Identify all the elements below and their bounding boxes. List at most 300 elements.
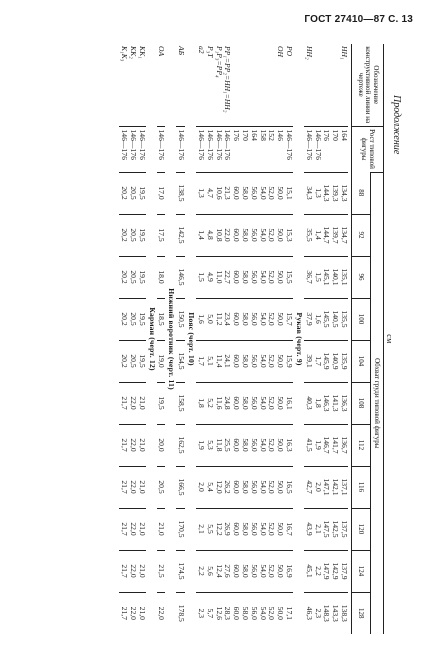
value-cell: 140,1 — [330, 256, 339, 298]
value-cell: 1,5 — [196, 256, 205, 298]
value-cell: 143,3 — [330, 592, 339, 634]
value-cell: 19,5 — [137, 298, 146, 340]
value-cell: 21,0 — [137, 508, 146, 550]
value-cell: 52,0 — [267, 256, 276, 298]
value-cell: 20,5 — [128, 340, 137, 382]
value-cell: 21,3 — [223, 172, 232, 214]
value-cell: 40,3 — [304, 382, 313, 424]
value-cell: 12,4 — [214, 550, 223, 592]
value-cell: 15,9 — [284, 340, 293, 382]
value-cell: 54,0 — [258, 508, 267, 550]
value-cell: 16,3 — [284, 424, 293, 466]
height-cell: 146—176 — [205, 126, 214, 172]
size-header: 96 — [352, 256, 371, 298]
value-cell: 2,0 — [196, 466, 205, 508]
value-cell: 56,0 — [249, 172, 258, 214]
table-row — [128, 44, 137, 634]
value-cell: 144,7 — [322, 214, 331, 256]
value-cell: 5,5 — [205, 508, 214, 550]
value-cell: 24,8 — [223, 382, 232, 424]
height-cell: 146—176 — [313, 126, 322, 172]
value-cell: 60,0 — [231, 424, 240, 466]
value-cell: 2,2 — [196, 550, 205, 592]
value-cell: 162,5 — [176, 424, 185, 466]
height-cell: 146—176 — [128, 126, 137, 172]
value-cell: 1,6 — [313, 298, 322, 340]
value-cell: 41,5 — [304, 424, 313, 466]
section-title: Карман (черт. 12) — [147, 307, 157, 371]
height-cell: 146—176 — [223, 126, 232, 172]
value-cell: 178,5 — [176, 592, 185, 634]
table-row — [339, 44, 348, 634]
value-cell: 22,0 — [128, 424, 137, 466]
value-cell: 58,0 — [240, 256, 249, 298]
height-cell: 146—176 — [157, 126, 166, 172]
value-cell: 54,0 — [258, 466, 267, 508]
value-cell: 144,3 — [322, 172, 331, 214]
value-cell: 11,8 — [214, 424, 223, 466]
table-row — [304, 44, 313, 634]
value-cell: 2,1 — [196, 508, 205, 550]
value-cell: 154,5 — [176, 340, 185, 382]
value-cell: 147,1 — [322, 466, 331, 508]
value-cell: 56,0 — [249, 214, 258, 256]
value-cell: 20,2 — [119, 214, 128, 256]
value-cell: 142,5 — [330, 508, 339, 550]
value-cell: 166,5 — [176, 466, 185, 508]
value-cell: 52,0 — [267, 382, 276, 424]
height-cell: 152 — [267, 126, 276, 172]
value-cell: 54,0 — [258, 256, 267, 298]
value-cell: 58,0 — [240, 550, 249, 592]
value-cell: 146,3 — [322, 382, 331, 424]
value-cell: 22,0 — [128, 382, 137, 424]
height-cell: 146—176 — [284, 126, 293, 172]
size-header: 128 — [352, 592, 371, 634]
value-cell: 23,4 — [223, 298, 232, 340]
value-cell: 139,3 — [330, 172, 339, 214]
value-cell: 17,1 — [284, 592, 293, 634]
table-row — [223, 44, 232, 634]
line-designation-cell: KK₂ — [128, 46, 138, 59]
value-cell: 138,3 — [339, 592, 348, 634]
size-header: 104 — [352, 340, 371, 382]
value-cell: 5,6 — [205, 550, 214, 592]
value-cell: 22,0 — [128, 592, 137, 634]
value-cell: 60,0 — [231, 508, 240, 550]
height-cell: 146—176 — [176, 126, 185, 172]
value-cell: 1,5 — [313, 256, 322, 298]
value-cell: 1,3 — [196, 172, 205, 214]
value-cell: 20,5 — [128, 298, 137, 340]
value-cell: 2,3 — [313, 592, 322, 634]
table-row — [284, 44, 293, 634]
section-title-row — [185, 44, 196, 634]
value-cell: 58,0 — [240, 340, 249, 382]
table-row — [322, 44, 331, 634]
line-designation-cell: KK₁ — [137, 46, 147, 59]
value-cell: 5,4 — [205, 466, 214, 508]
header-chest-girth: Обхват груди типовой фигуры — [371, 172, 384, 634]
value-cell: 21,0 — [137, 466, 146, 508]
line-designation-cell — [267, 44, 276, 126]
height-cell: 146—176 — [119, 126, 128, 172]
value-cell: 19,5 — [137, 256, 146, 298]
value-cell: 52,0 — [267, 424, 276, 466]
line-designation-cell — [231, 44, 240, 126]
table-row — [137, 44, 146, 634]
value-cell: 142,5 — [176, 214, 185, 256]
height-cell: 146—176 — [137, 126, 146, 172]
value-cell: 52,0 — [267, 298, 276, 340]
value-cell: 60,0 — [231, 466, 240, 508]
table-row — [231, 44, 240, 634]
section-title: Пояс (черт. 10) — [187, 312, 197, 366]
value-cell: 135,5 — [339, 298, 348, 340]
value-cell: 2,0 — [313, 466, 322, 508]
value-cell: 15,3 — [284, 214, 293, 256]
value-cell: 20,2 — [119, 172, 128, 214]
line-designation-cell: a2 — [197, 46, 207, 54]
value-cell: 50,0 — [275, 424, 284, 466]
value-cell: 56,0 — [249, 592, 258, 634]
value-cell: 54,0 — [258, 592, 267, 634]
value-cell: 50,0 — [275, 256, 284, 298]
table-row — [119, 44, 128, 634]
size-header: 112 — [352, 424, 371, 466]
value-cell: 20,5 — [128, 172, 137, 214]
section-title: Рукав (черт. 9) — [294, 312, 304, 366]
value-cell: 50,0 — [275, 550, 284, 592]
value-cell: 20,2 — [119, 340, 128, 382]
value-cell: 60,0 — [231, 382, 240, 424]
value-cell: 52,0 — [267, 550, 276, 592]
value-cell: 50,0 — [275, 172, 284, 214]
height-cell: 164 — [339, 126, 348, 172]
line-designation-cell: OA — [157, 46, 167, 57]
table-row — [249, 44, 258, 634]
value-cell: 137,1 — [339, 466, 348, 508]
value-cell: 141,7 — [330, 424, 339, 466]
value-cell: 174,5 — [176, 550, 185, 592]
value-cell: 45,1 — [304, 550, 313, 592]
value-cell: 11,6 — [214, 382, 223, 424]
value-cell: 147,5 — [322, 508, 331, 550]
value-cell: 5,0 — [205, 298, 214, 340]
value-cell: 20,0 — [157, 424, 166, 466]
section-title-row — [293, 44, 304, 634]
value-cell: 22,0 — [128, 508, 137, 550]
table-row — [196, 44, 205, 634]
height-cell: 146—176 — [214, 126, 223, 172]
table-row — [214, 44, 223, 634]
value-cell: 50,0 — [275, 508, 284, 550]
value-cell: 1,6 — [196, 298, 205, 340]
value-cell: 22,0 — [128, 550, 137, 592]
value-cell: 54,0 — [258, 382, 267, 424]
value-cell: 58,0 — [240, 466, 249, 508]
value-cell: 26,9 — [223, 508, 232, 550]
value-cell: 19,5 — [137, 340, 146, 382]
value-cell: 4,7 — [205, 172, 214, 214]
value-cell: 5,2 — [205, 382, 214, 424]
height-cell: 146—176 — [304, 126, 313, 172]
value-cell: 1,7 — [196, 340, 205, 382]
value-cell: 60,0 — [231, 340, 240, 382]
value-cell: 22,7 — [223, 256, 232, 298]
section-title-cell — [293, 44, 304, 634]
value-cell: 56,0 — [249, 298, 258, 340]
value-cell: 50,0 — [275, 340, 284, 382]
value-cell: 19,5 — [137, 214, 146, 256]
value-cell: 11,0 — [214, 256, 223, 298]
size-header: 108 — [352, 382, 371, 424]
value-cell: 60,0 — [231, 550, 240, 592]
height-cell: 176 — [322, 126, 331, 172]
value-cell: 56,0 — [249, 256, 258, 298]
value-cell: 21,0 — [137, 592, 146, 634]
table-row — [313, 44, 322, 634]
value-cell: 140,5 — [330, 298, 339, 340]
value-cell: 56,0 — [249, 340, 258, 382]
value-cell: 134,3 — [339, 172, 348, 214]
value-cell: 158,5 — [176, 382, 185, 424]
value-cell: 24,1 — [223, 340, 232, 382]
value-cell: 50,0 — [275, 382, 284, 424]
value-cell: 20,5 — [157, 466, 166, 508]
line-designation-cell: P₁P₃=PP₄ — [214, 46, 224, 78]
size-header: 100 — [352, 298, 371, 340]
value-cell: 146,5 — [176, 256, 185, 298]
value-cell: 16,7 — [284, 508, 293, 550]
value-cell: 17,0 — [157, 172, 166, 214]
size-header: 88 — [352, 172, 371, 214]
value-cell: 60,0 — [231, 172, 240, 214]
value-cell: 5,7 — [205, 592, 214, 634]
section-title-row — [146, 44, 157, 634]
value-cell: 16,5 — [284, 466, 293, 508]
continuation-label: Продолжение — [391, 95, 402, 155]
value-cell: 135,9 — [339, 340, 348, 382]
value-cell: 46,3 — [304, 592, 313, 634]
value-cell: 22,0 — [128, 466, 137, 508]
value-cell: 50,0 — [275, 298, 284, 340]
value-cell: 18,5 — [157, 298, 166, 340]
value-cell: 15,1 — [284, 172, 293, 214]
value-cell: 39,1 — [304, 340, 313, 382]
value-cell: 58,0 — [240, 592, 249, 634]
value-cell: 19,0 — [157, 340, 166, 382]
value-cell: 52,0 — [267, 340, 276, 382]
value-cell: 60,0 — [231, 256, 240, 298]
value-cell: 58,0 — [240, 298, 249, 340]
value-cell: 17,5 — [157, 214, 166, 256]
value-cell: 52,0 — [267, 466, 276, 508]
value-cell: 142,1 — [330, 466, 339, 508]
value-cell: 147,9 — [322, 550, 331, 592]
line-designation-cell — [313, 44, 322, 126]
value-cell: 142,9 — [330, 550, 339, 592]
section-title-row — [165, 44, 176, 634]
value-cell: 1,7 — [313, 340, 322, 382]
value-cell: 16,1 — [284, 382, 293, 424]
value-cell: 21,0 — [137, 424, 146, 466]
line-designation-cell — [330, 44, 339, 126]
value-cell: 50,0 — [275, 592, 284, 634]
value-cell: 18,0 — [157, 256, 166, 298]
value-cell: 146,7 — [322, 424, 331, 466]
table-row — [240, 44, 249, 634]
value-cell: 58,0 — [240, 424, 249, 466]
value-cell: 21,0 — [137, 382, 146, 424]
table-row — [157, 44, 166, 634]
value-cell: 26,2 — [223, 466, 232, 508]
line-designation-cell: K₁K₃ — [120, 46, 130, 62]
value-cell: 21,7 — [119, 508, 128, 550]
value-cell: 145,5 — [322, 298, 331, 340]
value-cell: 2,1 — [313, 508, 322, 550]
table-row — [275, 44, 284, 634]
value-cell: 54,0 — [258, 172, 267, 214]
value-cell: 1,4 — [196, 214, 205, 256]
value-cell: 54,0 — [258, 340, 267, 382]
value-cell: 1,4 — [313, 214, 322, 256]
value-cell: 19,5 — [137, 172, 146, 214]
height-cell: 176 — [231, 126, 240, 172]
value-cell: 2,2 — [313, 550, 322, 592]
value-cell: 21,7 — [119, 466, 128, 508]
value-cell: 1,3 — [313, 172, 322, 214]
page-header: ГОСТ 27410—87 С. 13 — [304, 14, 413, 25]
value-cell: 28,3 — [223, 592, 232, 634]
value-cell: 12,6 — [214, 592, 223, 634]
value-cell: 60,0 — [231, 214, 240, 256]
value-cell: 21,0 — [137, 550, 146, 592]
value-cell: 56,0 — [249, 508, 258, 550]
value-cell: 36,7 — [304, 256, 313, 298]
value-cell: 170,5 — [176, 508, 185, 550]
line-designation-cell — [322, 44, 331, 126]
line-designation-cell: OH — [276, 46, 286, 57]
line-designation-cell: P₃T — [205, 46, 215, 58]
value-cell: 60,0 — [231, 298, 240, 340]
measurement-table — [119, 44, 384, 634]
table-row — [176, 44, 185, 634]
value-cell: 4,8 — [205, 214, 214, 256]
table-row — [258, 44, 267, 634]
value-cell: 16,9 — [284, 550, 293, 592]
value-cell: 140,9 — [330, 340, 339, 382]
value-cell: 54,0 — [258, 214, 267, 256]
value-cell: 54,0 — [258, 298, 267, 340]
section-title-cell — [185, 44, 196, 634]
value-cell: 21,7 — [119, 550, 128, 592]
value-cell: 34,3 — [304, 172, 313, 214]
value-cell: 136,7 — [339, 424, 348, 466]
value-cell: 27,6 — [223, 550, 232, 592]
height-cell: 146—176 — [196, 126, 205, 172]
value-cell: 60,0 — [231, 592, 240, 634]
value-cell: 58,0 — [240, 172, 249, 214]
value-cell: 20,5 — [128, 214, 137, 256]
size-header: 120 — [352, 508, 371, 550]
value-cell: 148,3 — [322, 592, 331, 634]
line-designation-cell — [240, 44, 249, 126]
value-cell: 137,9 — [339, 550, 348, 592]
value-cell: 11,4 — [214, 340, 223, 382]
value-cell: 56,0 — [249, 550, 258, 592]
header-line-designation: Обозначение конструктивной линии на чертеже — [352, 44, 384, 126]
value-cell: 54,0 — [258, 424, 267, 466]
value-cell: 15,5 — [284, 256, 293, 298]
height-cell: 146 — [275, 126, 284, 172]
line-designation-cell — [249, 44, 258, 126]
value-cell: 145,1 — [322, 256, 331, 298]
value-cell: 50,0 — [275, 214, 284, 256]
value-cell: 58,0 — [240, 508, 249, 550]
value-cell: 50,0 — [275, 466, 284, 508]
value-cell: 10,6 — [214, 172, 223, 214]
value-cell: 22,0 — [157, 592, 166, 634]
value-cell: 58,0 — [240, 214, 249, 256]
table-row — [330, 44, 339, 634]
value-cell: 22,0 — [223, 214, 232, 256]
section-title-cell — [165, 44, 176, 634]
size-header: 116 — [352, 466, 371, 508]
table-row — [267, 44, 276, 634]
line-designation-cell: HH₁ — [340, 46, 349, 60]
value-cell: 135,1 — [339, 256, 348, 298]
value-cell: 21,7 — [119, 592, 128, 634]
value-cell: 56,0 — [249, 466, 258, 508]
section-title-cell — [146, 44, 157, 634]
value-cell: 43,9 — [304, 508, 313, 550]
value-cell: 145,9 — [322, 340, 331, 382]
value-cell: 1,8 — [196, 382, 205, 424]
value-cell: 141,3 — [330, 382, 339, 424]
height-cell: 170 — [330, 126, 339, 172]
value-cell: 138,5 — [176, 172, 185, 214]
value-cell: 25,5 — [223, 424, 232, 466]
table-row — [205, 44, 214, 634]
line-designation-cell: HH₂ — [304, 46, 314, 60]
height-cell: 158 — [258, 126, 267, 172]
value-cell: 139,7 — [330, 214, 339, 256]
value-cell: 10,8 — [214, 214, 223, 256]
value-cell: 37,9 — [304, 298, 313, 340]
value-cell: 5,3 — [205, 424, 214, 466]
value-cell: 52,0 — [267, 592, 276, 634]
value-cell: 20,5 — [128, 256, 137, 298]
value-cell: 52,0 — [267, 214, 276, 256]
value-cell: 1,8 — [313, 382, 322, 424]
value-cell: 137,5 — [339, 508, 348, 550]
value-cell: 136,3 — [339, 382, 348, 424]
value-cell: 12,2 — [214, 508, 223, 550]
value-cell: 2,3 — [196, 592, 205, 634]
value-cell: 54,0 — [258, 550, 267, 592]
section-title: Нижний воротник (черт. 11) — [167, 288, 177, 390]
value-cell: 21,7 — [119, 424, 128, 466]
line-designation-cell: PP₁=PP₂=HH₁=HH₂ — [223, 46, 233, 113]
size-header: 92 — [352, 214, 371, 256]
value-cell: 42,7 — [304, 466, 313, 508]
value-cell: 21,5 — [157, 550, 166, 592]
value-cell: 35,5 — [304, 214, 313, 256]
value-cell: 20,2 — [119, 256, 128, 298]
value-cell: 21,0 — [157, 508, 166, 550]
height-cell: 170 — [240, 126, 249, 172]
